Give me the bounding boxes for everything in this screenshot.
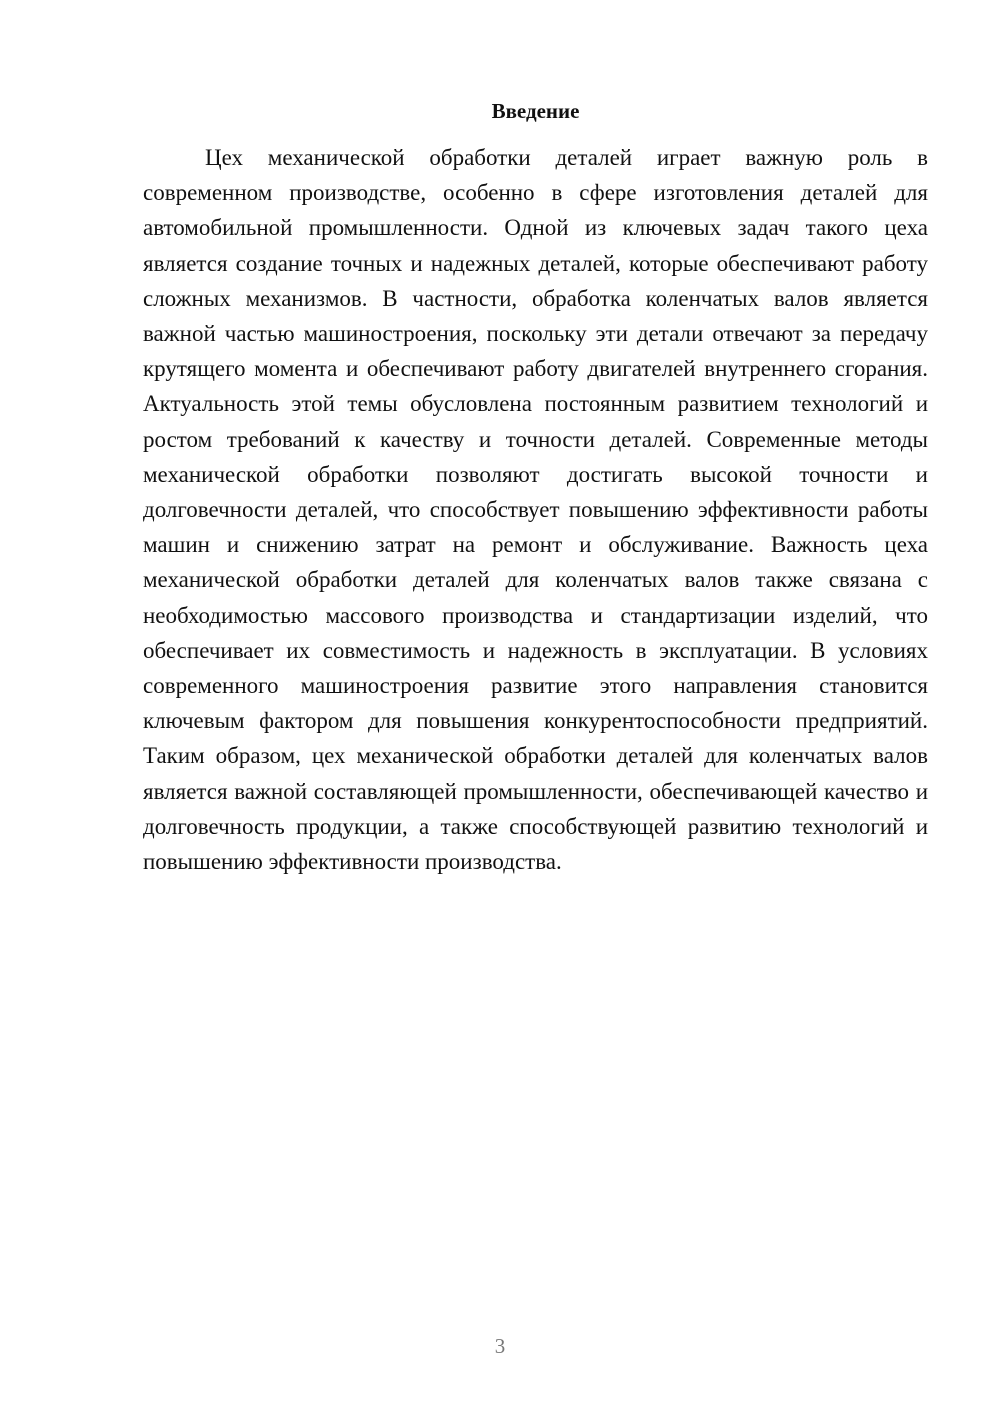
body-paragraph: Цех механической обработки деталей играет важную роль в современном производстве, особенно в сфере изготовления деталей для автомобильной промышленности. Одной из ключевых задач такого цеха является создание точных и надежных деталей, которые обеспечивают работу сложных механизмов. В частности, обработка коленчатых валов является важной частью машиностроения, поскольку эти детали отвечают за передачу крутящего момента и обеспечивают работу двигателей внутреннего сгорания. Актуальность этой темы обусловлена постоянным развитием технологий и ростом требований к качеству и точности деталей. Современные методы механической обработки позволяют достигать высокой точности и долговечности деталей, что способствует повышению эффективности работы машин и снижению затрат на ремонт и обслуживание. Важность цеха механической обработки деталей для коленчатых валов также связана с необходимостью массового производства и стандартизации изделий, что обеспечивает их совместимость и надежность в эксплуатации. В условиях современного машиностроения развитие этого направления становится ключевым фактором для повышения конкурентоспособности предприятий. Таким образом, цех механической обработки деталей для коленчатых валов является важной составляющей промышленности, обеспечивающей качество и долговечность продукции, а также способствующей развитию технологий и повышению эффективности производства. xyxy=(143,145,928,875)
page-number: 3 xyxy=(494,1334,506,1358)
section-heading: Введение xyxy=(491,99,580,123)
